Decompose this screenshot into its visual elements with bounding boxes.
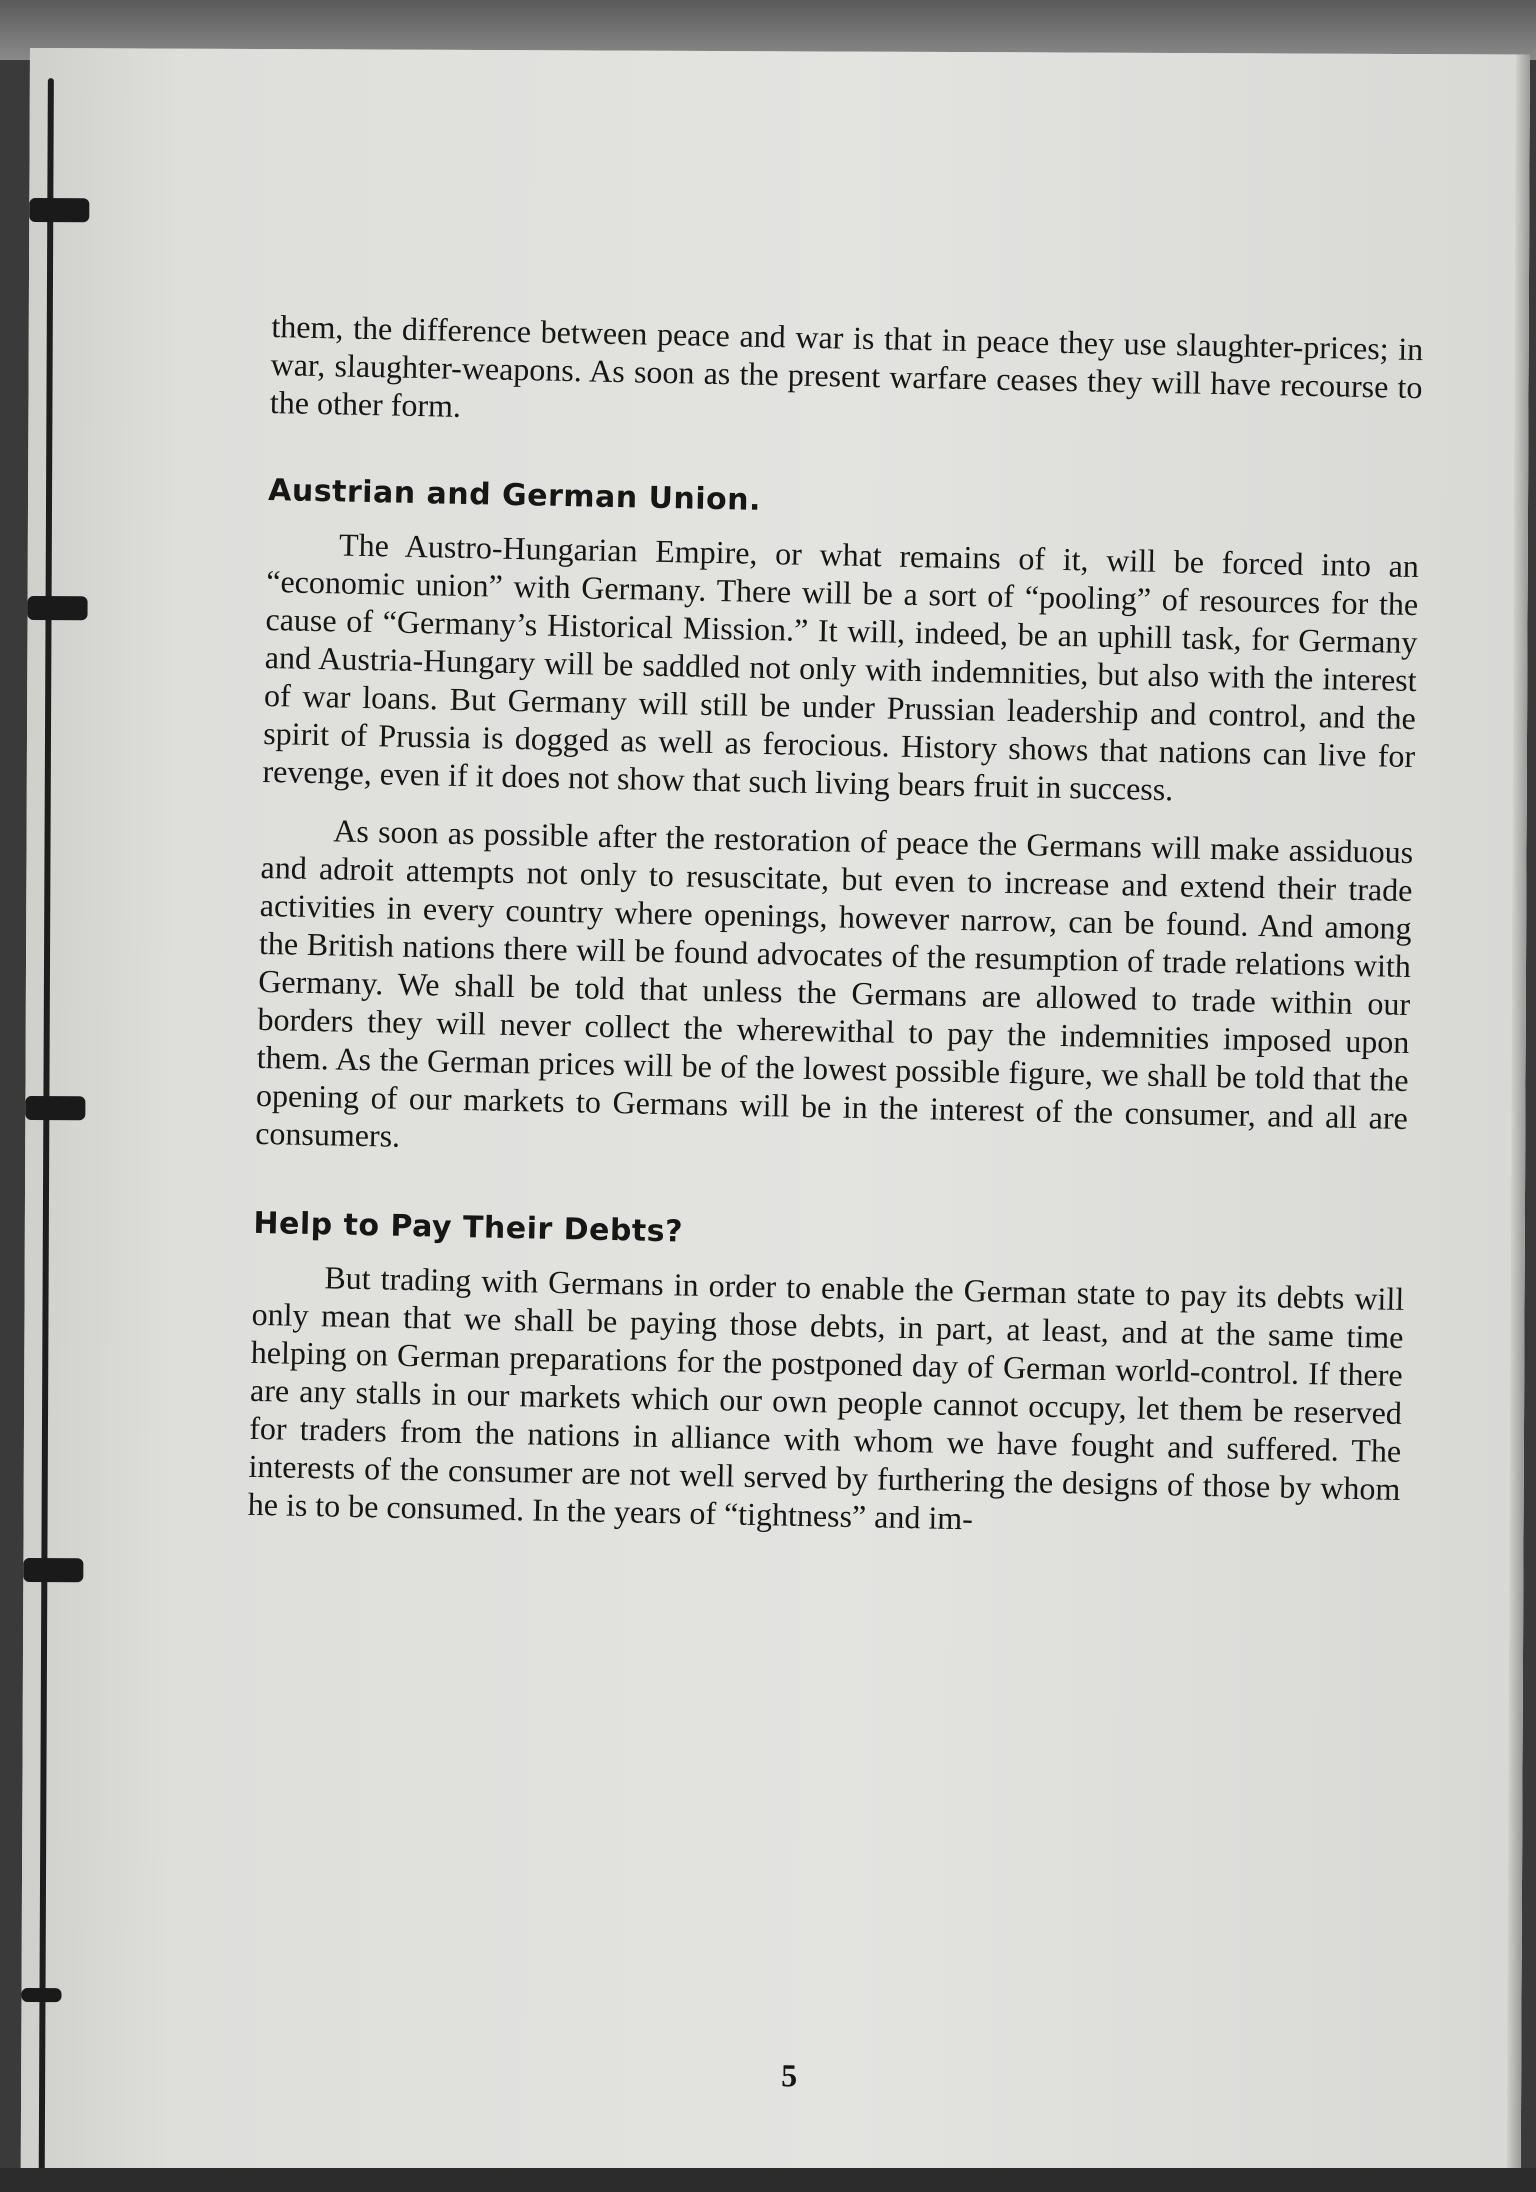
page-number: 5 [781,2057,798,2094]
binding-stitch [25,1096,85,1120]
binding-stitch [29,198,89,222]
binding-thread [39,78,54,2178]
paragraph: But trading with Germans in order to enable the German state to pay its debts will only mean that we shall be paying those debts, in part, at least, and at the same time helping on German preparations for the postponed day of German world-control. If there are any stalls in our markets which our own people cannot occupy, let them be reserved for traders from the nations in alliance with whom we have fought and suffered. The interests of the consumer are not well served by furthering the designs of those by whom he is to be consumed. In the years of “tightness” and im- [247,1259,1405,1537]
section-heading-help-to-pay-debts: Help to Pay Their Debts? [253,1205,684,1250]
book-page [21,48,1530,2180]
paragraph-continued: them, the difference between peace and war is that in peace they use slaughter-prices; in war, slaughter-weapons. As soon as the present warfare ceases they will have recourse to the other form. [269,308,1424,424]
section-heading-austrian-german-union: Austrian and German Union. [267,473,762,518]
paragraph: As soon as possible after the restoration of peace the Germans will make assiduous and adroit attempts not only to resuscitate, but even to increase and extend their trade activities in every country where openings, however narrow, can be found. And among the British nations there will be found advocates of the resumption of trade relations with Germany. We shall be told that unless the Germans are allowed to trade within our borders they will never collect the wherewithal to pay the indemnities imposed upon them. As the German prices will be of the lowest possible figure, we shall be told that the opening of our markets to Germans will be in the interest of the consumer, and all are consumers. [254,812,1414,1154]
binding-stitch [21,1988,61,2002]
binding-stitch [23,1558,83,1582]
page-text [247,307,1423,1546]
paragraph: The Austro-Hungarian Empire, or what remains of it, will be forced into an “economic union” with Germany. There will be a sort of “pooling” of resources for the cause of “Germany’s Historical Mission.” It will, indeed, be an uphill task, for Germany and Austria-Hungary will be saddled not only with indemnities, but also with the interest of war loans. But Germany will still be under Prussian leadership and control, and the spirit of Prussia is dogged as well as ferocious. History shows that nations can live for revenge, even if it does not show that such living bears fruit in success. [262,526,1420,808]
binding-stitch [28,596,88,620]
scan-bottom-edge [0,2168,1536,2192]
page-edge-shadow [1507,54,1530,2179]
